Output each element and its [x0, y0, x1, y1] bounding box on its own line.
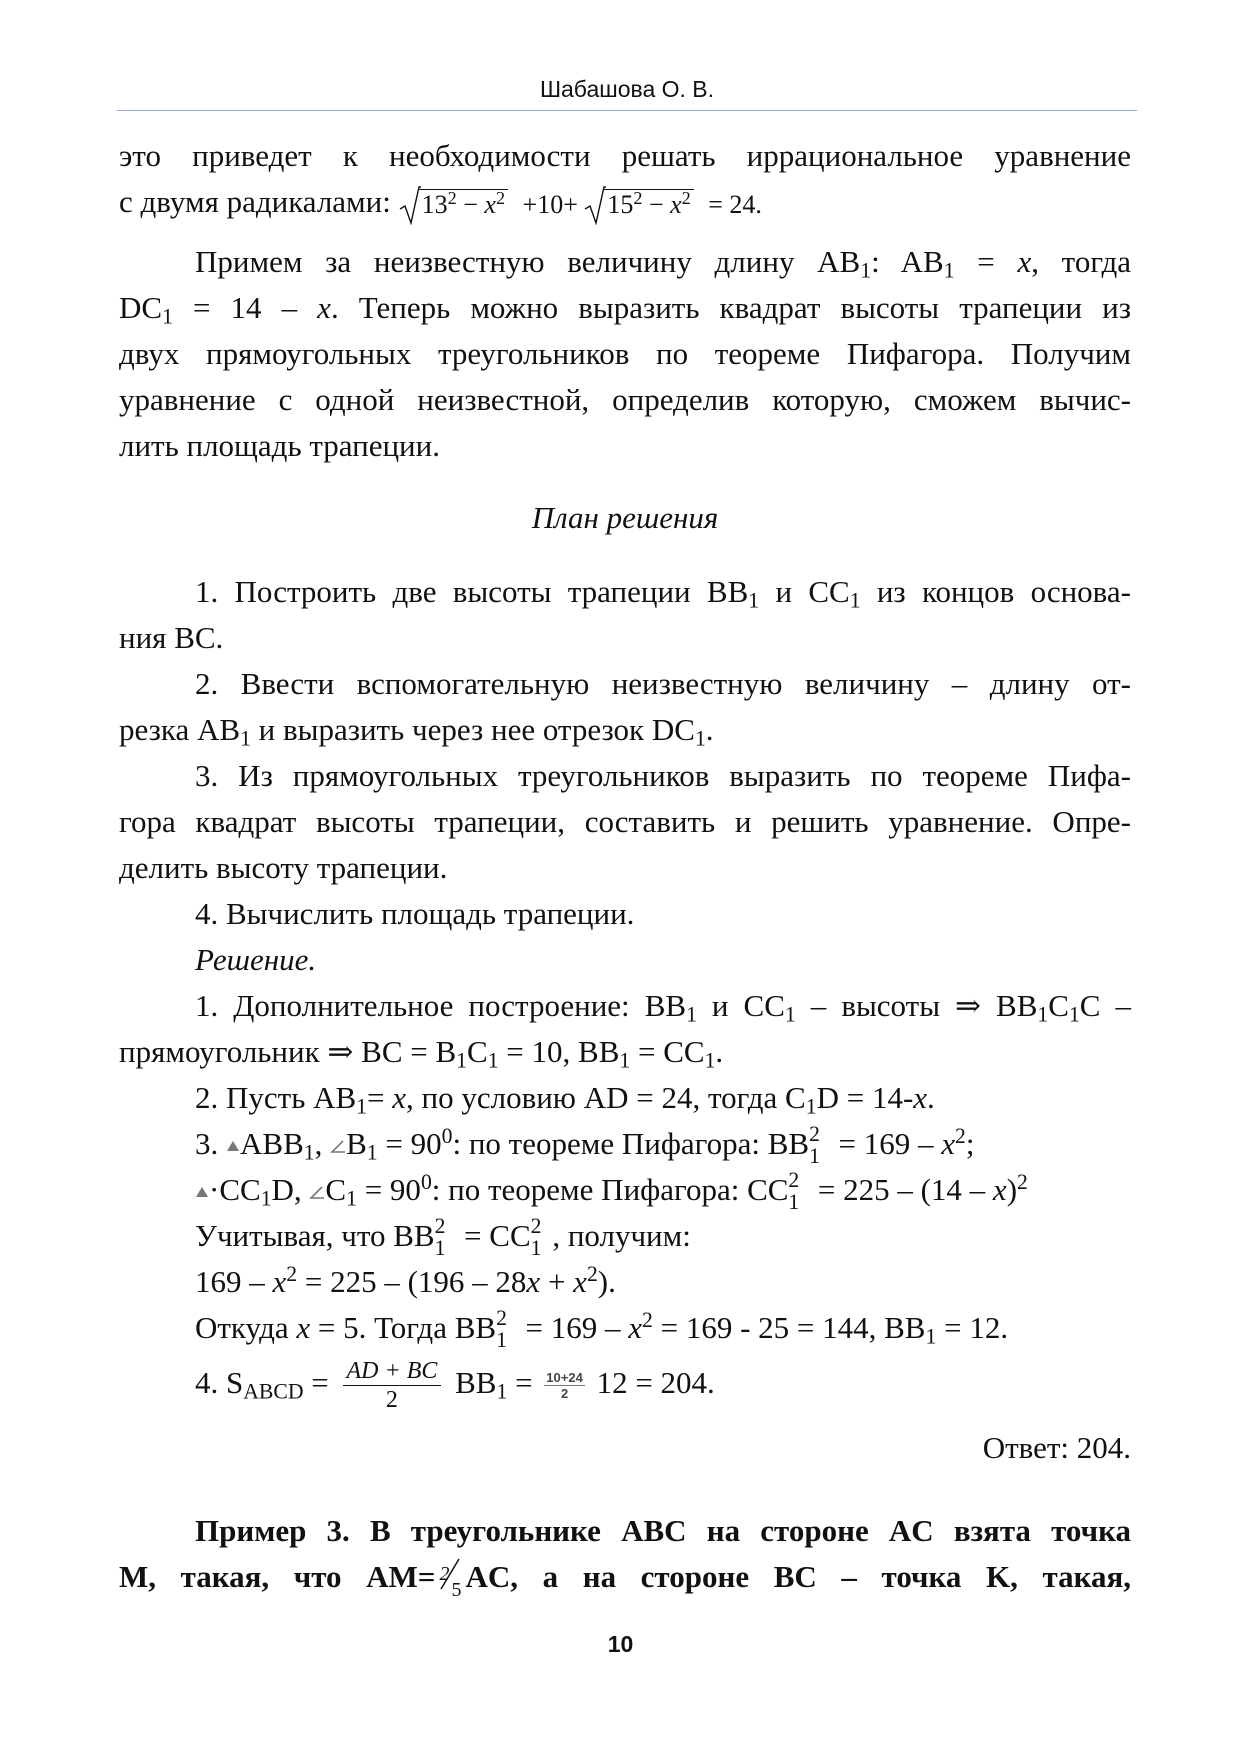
solution-step-3-line3: Учитывая, что BB 2 1 = CC 2 1 , получим: [195, 1214, 691, 1260]
variable: x [484, 189, 496, 219]
example-line: M, такая, что AM= 2 5 AC, а на стороне BC – точка K, такая, [119, 1554, 1131, 1600]
exponent: 2 [633, 187, 643, 208]
solution-step-3-line2: $\cdot CC_1D$, $C_1 = 90^0$: по теореме Пифагора: CC 2 1 = 225 – (14 – x)$^2$ [119, 1167, 1131, 1213]
solution-heading: Решение. [195, 942, 317, 977]
radicand-2 [604, 189, 693, 219]
solution-section [119, 937, 1131, 1471]
area-fraction: $\frac{AD + BC}{2}$ [343, 1357, 442, 1414]
exponent: 2 [495, 187, 506, 208]
radical-sign-icon [399, 185, 421, 225]
number: 13 [421, 189, 448, 219]
list-item-cont: гора квадрат высоты трапеции, составить и решить уравнение. Опре- [119, 804, 1131, 839]
header-rule [117, 110, 1137, 111]
irrational-equation [399, 182, 762, 228]
text-line: лить площадь трапеции. [119, 428, 440, 463]
two-fifths-fraction: 2 5 [435, 1561, 465, 1591]
text-span: с двумя радикалами: [119, 184, 391, 219]
solution-step-1: 1. Дополнительное построение: $BB_1$ и $CC_1$ – высоты ⇒ $BB_1C_1C$ – [195, 988, 1131, 1027]
text-line: $DC_1 = 14 - x$. Теперь можно выразить квадрат высоты трапеции из [119, 290, 1131, 329]
plan-heading: План решения [531, 500, 719, 535]
list-item: 3. Из прямоугольных треугольников выразить по теореме Пифа- [195, 758, 1131, 793]
exponent: 2 [681, 187, 691, 208]
answer: Ответ: 204. [982, 1430, 1131, 1465]
numeric-fraction: $\frac{10+24}{2}$ [546, 1370, 583, 1402]
list-item: 4. Вычислить площадь трапеции. [195, 896, 635, 931]
solution-step-2: 2. Пусть $AB_1= x$, по условию AD = 24, тогда $C_1D = 14-x$. [195, 1080, 935, 1119]
exponent: 2 [447, 187, 457, 208]
list-item: 1. Построить две высоты трапеции $BB_1$ и $CC_1$ из концов основа- [195, 574, 1131, 613]
page-number: 10 [607, 1631, 634, 1657]
text-line: Примем за неизвестную величину длину $AB_1$: $AB_1 = x$, тогда [195, 244, 1132, 283]
plan-list [119, 569, 1131, 937]
solution-step-1-cont: прямоугольник ⇒ BC = $B_1C_1 = 10$, $BB_1 = CC_1$. [119, 1034, 724, 1073]
solution-step-3: 3. $ABB_1$, $B_1 = 90^0$: по теореме Пифагора: BB 2 1 = $169 - x^2$; [195, 1122, 975, 1168]
operator: − [463, 189, 478, 219]
operator-text: +10+ [522, 189, 578, 219]
intro-paragraph [119, 133, 1131, 229]
triangle-icon [226, 1140, 240, 1152]
angle-icon [309, 1186, 325, 1199]
list-item: 2. Ввести вспомогательную неизвестную величину – длину от- [195, 666, 1131, 701]
example-line: Пример 3. В треугольнике ABC на стороне AC взята точка [195, 1513, 1131, 1548]
solution-step-4: 4. $S_{ABCD}$ = $\frac{AD + BC}{2}$ $BB_1$ = $\frac{10+24}{2} 12 = 204$. [195, 1358, 715, 1414]
method-paragraph [119, 239, 1131, 469]
text-line: двух прямоугольных треугольников по теореме Пифагора. Получим [119, 336, 1131, 371]
equation-result: = 24. [708, 189, 762, 219]
radicand-1 [419, 189, 508, 219]
number: 15 [607, 189, 634, 219]
triangle-icon [195, 1186, 209, 1198]
operator: − [648, 189, 664, 219]
text-line: это приведет к необходимости решать иррациональное уравнение [119, 138, 1131, 173]
variable: x [670, 189, 682, 219]
text-line: уравнение с одной неизвестной, определив которую, сможем вычис- [119, 382, 1131, 417]
running-header: Шабашова О. В. [539, 76, 715, 102]
list-item-cont: резка $AB_1$ и выразить через нее отрезок $DC_1$. [119, 712, 714, 751]
solution-step-3-line5: Откуда x = 5. Тогда BB 2 1 = $169 - x^2 = 169 - 25 = 144$, $BB_1 = 12$. [195, 1306, 1009, 1352]
example-3 [119, 1508, 1131, 1600]
list-item-cont: делить высоту трапеции. [119, 850, 448, 885]
equation-line [119, 179, 1131, 229]
angle-icon [330, 1140, 346, 1153]
solution-step-3-line4: $169 - x^2 = 225 - (196 - 28x + x^2)$. [195, 1262, 616, 1299]
list-item-cont: ния BC. [119, 620, 224, 655]
